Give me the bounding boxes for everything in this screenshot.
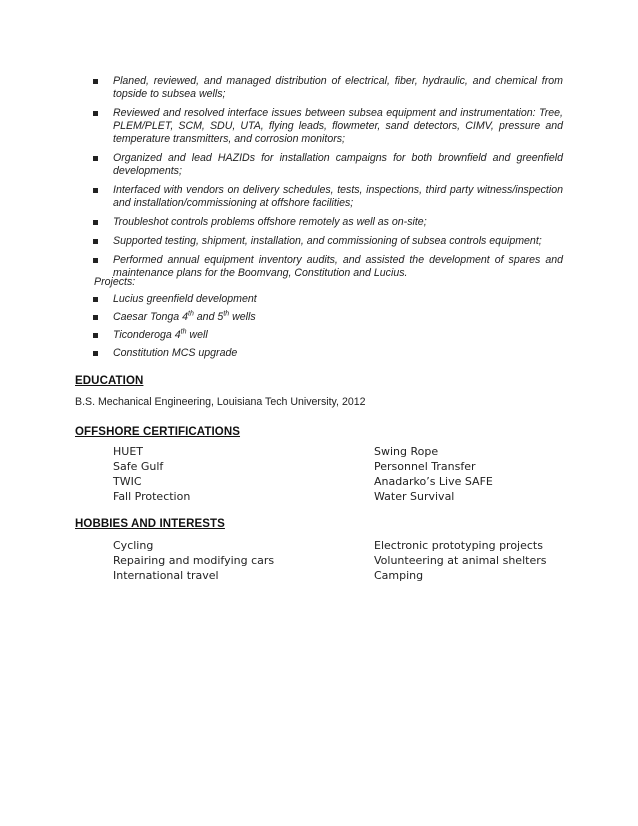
list-item	[93, 107, 563, 146]
project-text: Caesar Tonga 4th and 5th wells	[113, 310, 256, 323]
bullet-square-icon	[93, 258, 98, 263]
certification-item: Safe Gulf	[113, 460, 164, 473]
project-text: Lucius greenfield development	[113, 293, 257, 305]
list-item	[93, 347, 563, 360]
certifications-right-column	[374, 444, 493, 504]
bullet-square-icon	[93, 351, 98, 356]
projects-list	[93, 293, 563, 365]
list-item	[93, 216, 563, 229]
hobby-item: Volunteering at animal shelters	[374, 554, 547, 567]
certification-item: Fall Protection	[113, 490, 191, 503]
duty-text: Troubleshot controls problems offshore remotely as well as on-site;	[113, 216, 427, 228]
list-item	[93, 75, 563, 101]
duty-text: Reviewed and resolved interface issues between subsea equipment and instrumentation: Tree, PLEM/PLET, SCM, SDU, UTA, flying leads, flowmeter, sand detectors, CIMV, pressure and temperature transmitters, and corrosion monitors;	[113, 107, 563, 145]
hobby-item: International travel	[113, 569, 219, 582]
duty-text: Performed annual equipment inventory audits, and assisted the development of spares and maintenance plans for the Boomvang, Constitution and Lucius.	[113, 254, 563, 279]
bullet-square-icon	[93, 220, 98, 225]
list-item	[93, 235, 563, 248]
certifications-heading: OFFSHORE CERTIFICATIONS	[75, 426, 241, 438]
bullet-square-icon	[93, 79, 98, 84]
bullet-square-icon	[93, 333, 98, 338]
bullet-square-icon	[93, 239, 98, 244]
certifications-left-column	[113, 444, 190, 504]
bullet-square-icon	[93, 111, 98, 116]
certification-item: TWIC	[113, 475, 142, 488]
certification-item: Personnel Transfer	[374, 460, 476, 473]
certification-item: HUET	[113, 445, 143, 458]
bullet-square-icon	[93, 188, 98, 193]
certification-item: Water Survival	[374, 490, 455, 503]
list-item	[93, 293, 563, 306]
duty-text: Organized and lead HAZIDs for installation campaigns for both brownfield and greenfield developments;	[113, 152, 563, 177]
hobby-item: Electronic prototyping projects	[374, 539, 543, 552]
duties-list	[93, 75, 563, 286]
hobbies-left-column	[113, 538, 274, 583]
project-text: Ticonderoga 4th well	[113, 328, 208, 341]
certification-item: Swing Rope	[374, 445, 439, 458]
hobby-item: Repairing and modifying cars	[113, 554, 275, 567]
hobbies-right-column	[374, 538, 546, 583]
duty-text: Planed, reviewed, and managed distribution of electrical, fiber, hydraulic, and chemical from topside to subsea wells;	[113, 75, 563, 100]
hobby-item: Cycling	[113, 539, 154, 552]
projects-label: Projects:	[94, 276, 136, 288]
duty-text: Interfaced with vendors on delivery schedules, tests, inspections, third party witness/inspection and installation/commissioning at offshore facilities;	[113, 184, 563, 209]
certification-item: Anadarko’s Live SAFE	[374, 475, 493, 488]
education-heading: EDUCATION	[75, 375, 144, 387]
list-item	[93, 254, 563, 280]
degree-text: B.S. Mechanical Engineering, Louisiana Tech University, 2012	[75, 396, 366, 408]
list-item	[93, 329, 563, 342]
bullet-square-icon	[93, 315, 98, 320]
bullet-square-icon	[93, 297, 98, 302]
list-item	[93, 152, 563, 178]
duty-text: Supported testing, shipment, installation, and commissioning of subsea controls equipment;	[113, 235, 542, 247]
hobbies-heading: HOBBIES AND INTERESTS	[75, 518, 225, 530]
project-text: Constitution MCS upgrade	[113, 347, 238, 359]
list-item	[93, 311, 563, 324]
hobby-item: Camping	[374, 569, 424, 582]
bullet-square-icon	[93, 156, 98, 161]
list-item	[93, 184, 563, 210]
